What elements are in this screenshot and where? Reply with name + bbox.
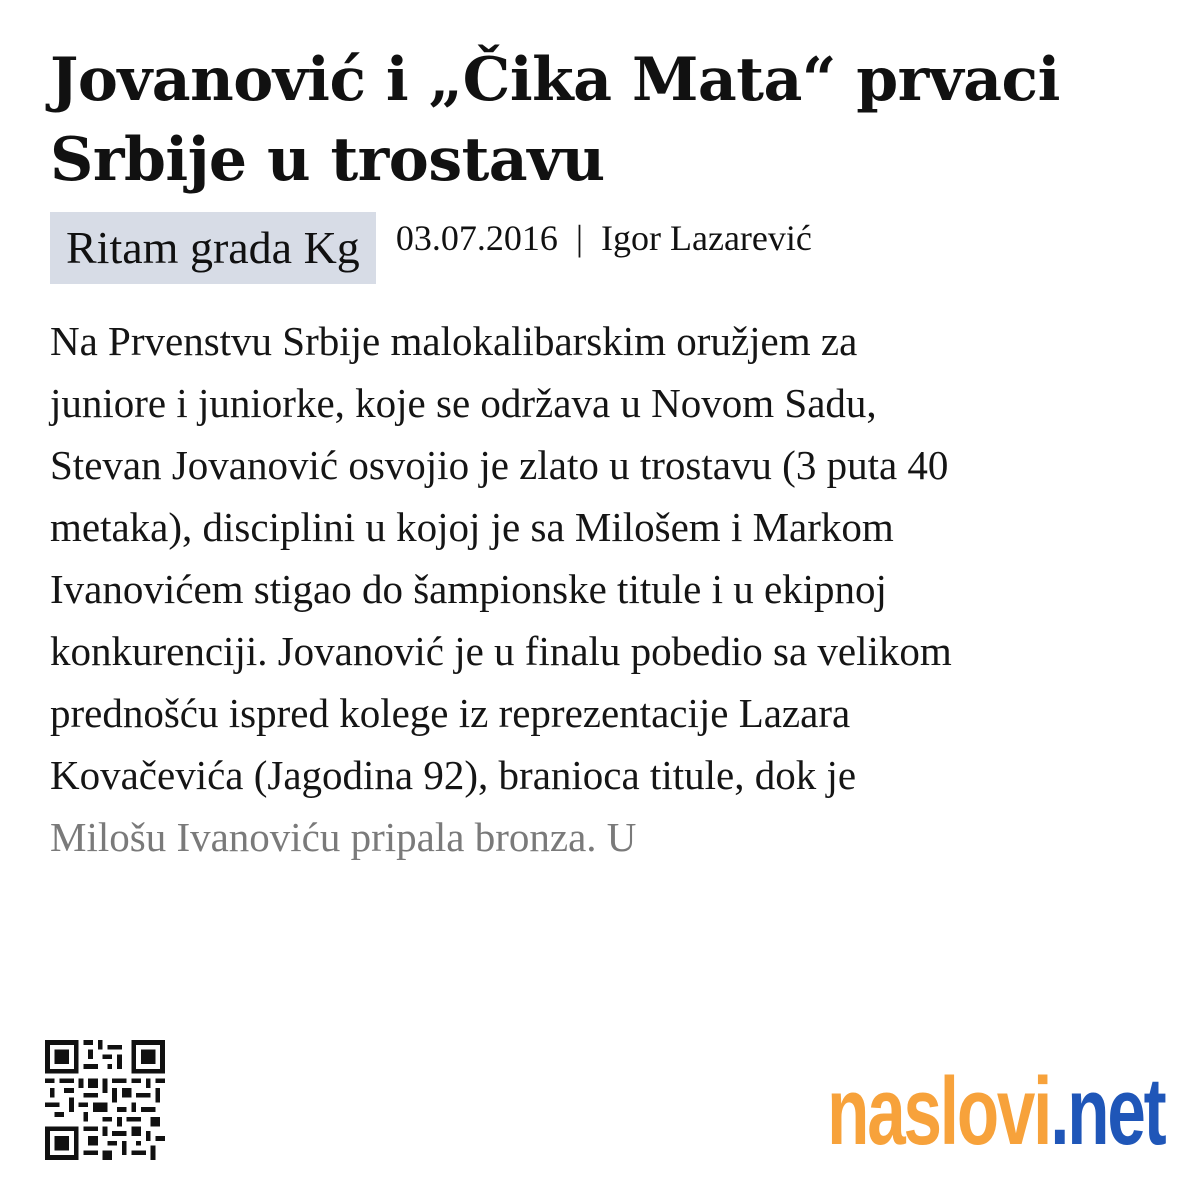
body-line: prednošću ispred kolege iz reprezentacije Lazara xyxy=(50,690,851,736)
body-line: Na Prvenstvu Srbije malokalibarskim oružjem za xyxy=(50,318,858,364)
qr-code-icon xyxy=(45,1038,165,1162)
meta-info xyxy=(396,212,812,264)
article-author: Igor Lazarević xyxy=(601,218,812,258)
body-line: metaka), disciplini u kojoj je sa Milošem i Markom xyxy=(50,504,894,550)
article-title-line-2: Srbije u trostavu xyxy=(50,125,605,195)
source-tag[interactable]: Ritam grada Kg xyxy=(50,212,376,284)
meta-separator: | xyxy=(575,218,584,258)
body-line: juniore i juniorke, koje se održava u Novom Sadu, xyxy=(50,380,877,426)
logo-part-net: .net xyxy=(1049,1058,1164,1165)
article xyxy=(50,40,1150,868)
body-line: Kovačevića (Jagodina 92), branioca titule, dok je xyxy=(50,752,857,798)
body-line: Ivanovićem stigao do šampionske titule i u ekipnoj xyxy=(50,566,887,612)
article-body xyxy=(50,310,1150,868)
article-date: 03.07.2016 xyxy=(395,218,558,258)
article-meta xyxy=(50,212,1150,284)
article-title xyxy=(50,40,1150,200)
body-line: konkurenciji. Jovanović je u finalu pobedio sa velikom xyxy=(50,628,952,674)
body-line: Stevan Jovanović osvojio je zlato u trostavu (3 puta 40 xyxy=(50,442,949,488)
naslovi-logo[interactable] xyxy=(826,1058,1164,1165)
article-title-line-1: Jovanović i „Čika Mata“ prvaci xyxy=(50,45,1060,115)
body-line-faded: Milošu Ivanoviću pripala bronza. U xyxy=(50,814,637,860)
logo-part-naslovi: naslovi xyxy=(826,1058,1050,1165)
